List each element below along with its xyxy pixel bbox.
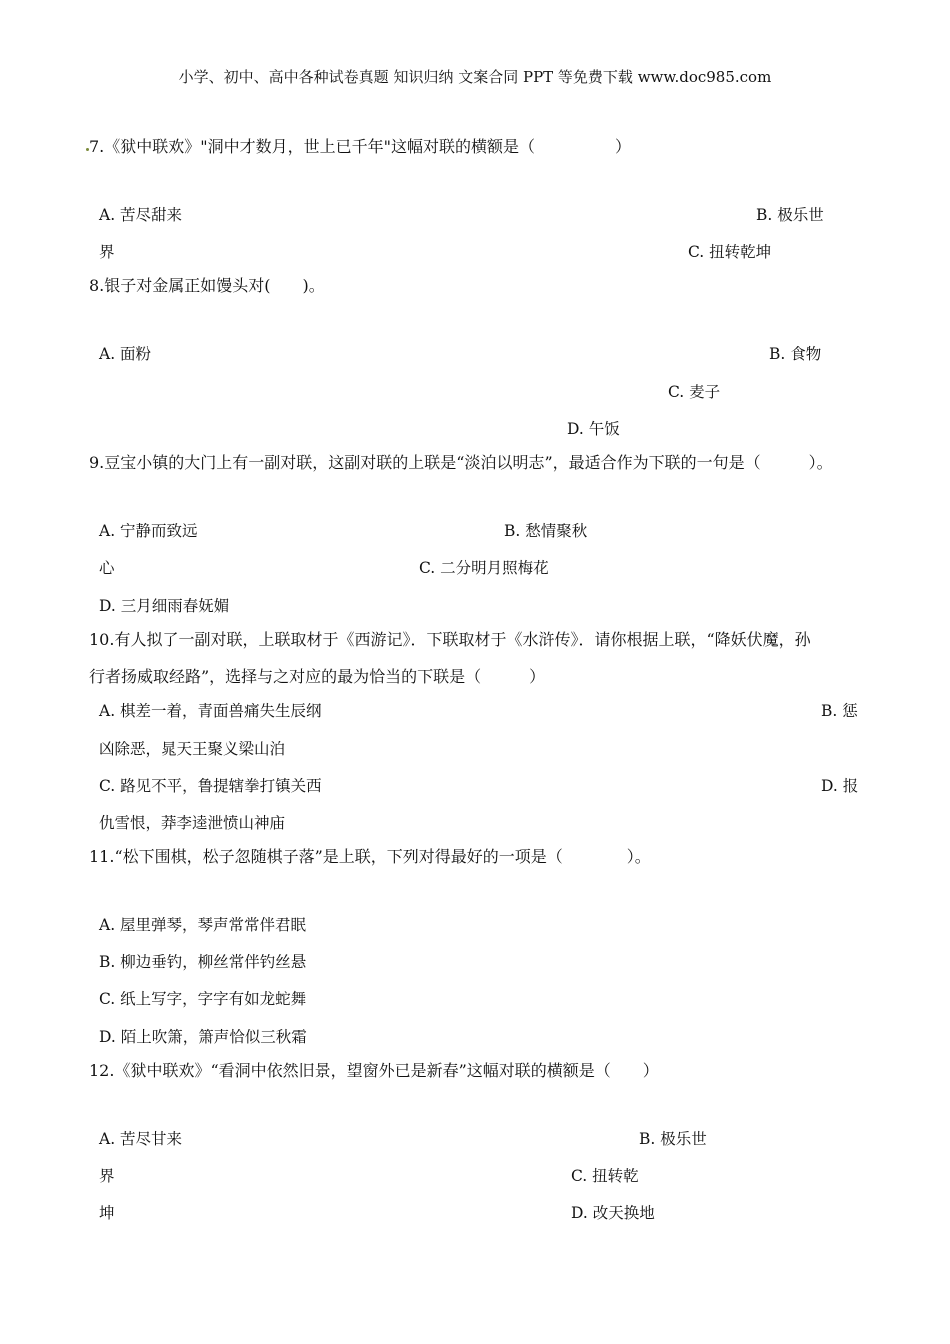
question-11-option-c: C. 纸上写字，字字有如龙蛇舞 — [99, 990, 307, 1008]
question-11-option-b: B. 柳边垂钓，柳丝常伴钓丝悬 — [99, 953, 307, 971]
question-10-option-d: D. 报 — [821, 777, 859, 795]
question-7-option-a: A. 苦尽甜来 — [99, 206, 183, 224]
question-8-option-b: B. 食物 — [769, 345, 822, 363]
question-10-option-b-continued: 凶除恶，晁天王聚义梁山泊 — [99, 740, 286, 758]
question-9-option-b: B. 愁情聚秋 — [504, 522, 588, 540]
question-8-option-a: A. 面粉 — [99, 345, 152, 363]
question-9-option-a: A. 宁静而致远 — [99, 522, 198, 540]
question-9-stem: 9.豆宝小镇的大门上有一副对联，这副对联的上联是“淡泊以明志”，最适合作为下联的一句是（ ）。 — [89, 453, 833, 472]
question-9-option-d: D. 三月细雨春妩媚 — [99, 597, 230, 615]
question-12-option-d: D. 改天换地 — [571, 1204, 655, 1222]
question-10-option-b: B. 惩 — [821, 702, 858, 720]
question-11-option-a: A. 屋里弹琴，琴声常常伴君眠 — [99, 916, 307, 934]
question-7-stem: 7.《狱中联欢》"洞中才数月，世上已千年"这幅对联的横额是（ ） — [89, 137, 631, 156]
question-12-option-a: A. 苦尽甘来 — [99, 1130, 183, 1148]
question-8-option-d: D. 午饭 — [567, 420, 620, 438]
question-7-option-c: C. 扭转乾坤 — [688, 243, 772, 261]
question-10-option-c: C. 路见不平，鲁提辖拳打镇关西 — [99, 777, 322, 795]
question-9-option-b-continued: 心 — [99, 559, 115, 577]
question-12-option-c: C. 扭转乾 — [571, 1167, 639, 1185]
question-12-option-c-continued: 坤 — [99, 1204, 115, 1222]
question-7-option-b-continued: 界 — [99, 243, 115, 261]
question-12-stem: 12.《狱中联欢》“看洞中依然旧景，望窗外已是新春”这幅对联的横额是（ ） — [89, 1061, 659, 1080]
question-11-option-d: D. 陌上吹箫，箫声恰似三秋霜 — [99, 1028, 307, 1046]
question-10-stem-line-2: 行者扬威取经路”，选择与之对应的最为恰当的下联是（ ） — [89, 667, 546, 686]
question-11-stem: 11.“松下围棋，松子忽随棋子落”是上联，下列对得最好的一项是（ ）。 — [89, 847, 651, 866]
question-8-stem: 8.银子对金属正如馒头对( )。 — [89, 276, 325, 295]
question-8-option-c: C. 麦子 — [668, 383, 721, 401]
question-12-option-b-continued: 界 — [99, 1167, 115, 1185]
question-9-option-c: C. 二分明月照梅花 — [419, 559, 549, 577]
question-10-stem-line-1: 10.有人拟了一副对联，上联取材于《西游记》．下联取材于《水浒传》．请你根据上联，“降妖伏魔，孙 — [89, 630, 811, 649]
question-10-option-d-continued: 仇雪恨，莽李逵泄愤山神庙 — [99, 814, 286, 832]
page-header: 小学、初中、高中各种试卷真题 知识归纳 文案合同 PPT 等免费下载 www.doc985.com — [178, 68, 772, 86]
question-10-option-a: A. 棋差一着，青面兽痛失生辰纲 — [99, 702, 322, 720]
question-7-option-b: B. 极乐世 — [756, 206, 824, 224]
question-12-option-b: B. 极乐世 — [639, 1130, 707, 1148]
